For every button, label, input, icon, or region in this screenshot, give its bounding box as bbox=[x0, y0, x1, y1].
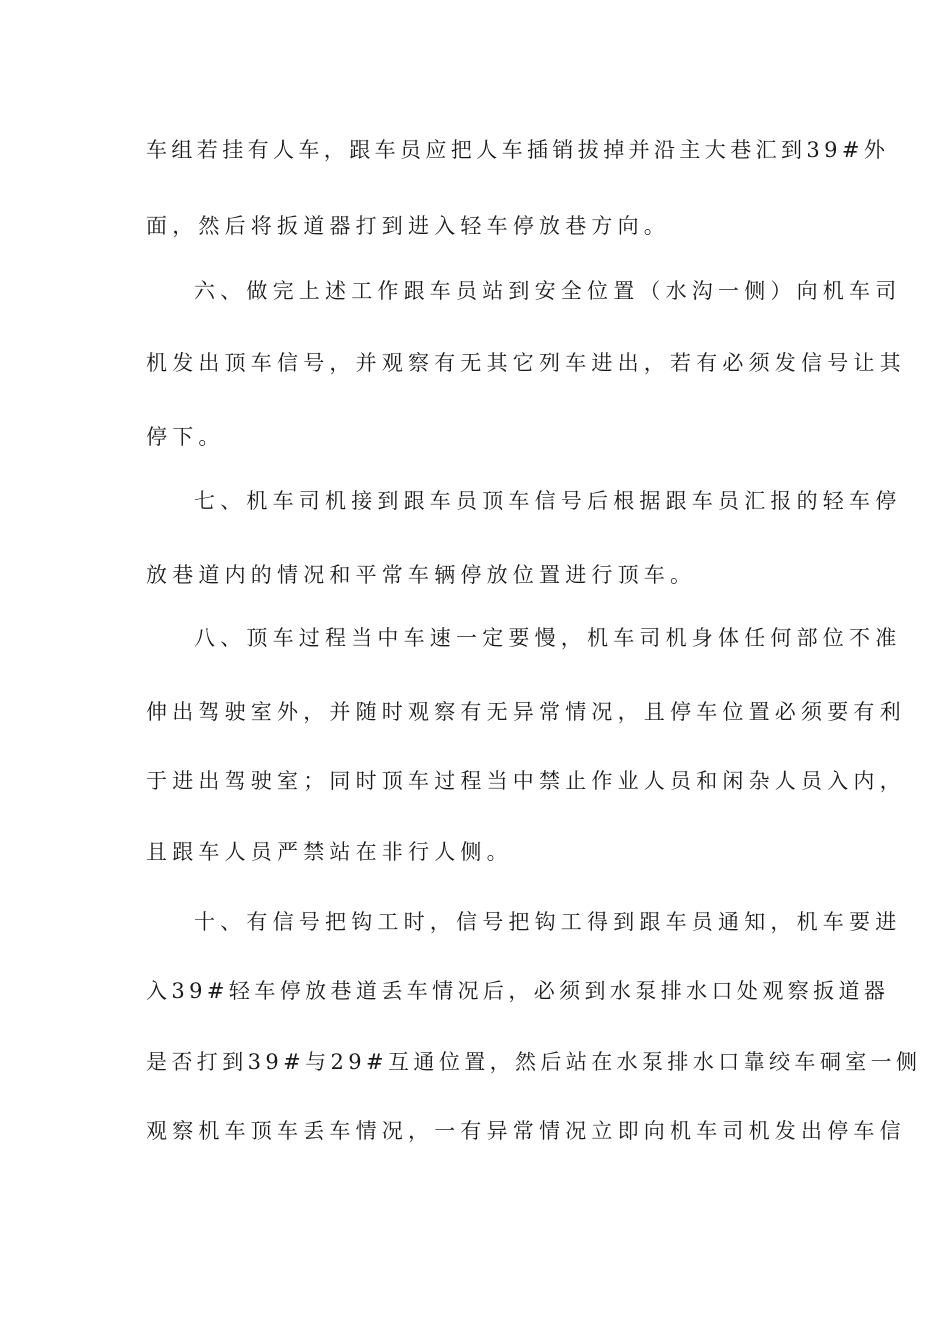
text-line-13: 入39#轻车停放巷道丢车情况后，必须到水泵排水口处观察扳道器 bbox=[146, 979, 890, 1003]
text-line-14: 是否打到39#与29#互通位置，然后站在水泵排水口靠绞车硐室一侧 bbox=[146, 1050, 922, 1074]
text-line-12: 十、有信号把钩工时，信号把钩工得到跟车员通知，机车要进 bbox=[194, 910, 902, 934]
text-line-3: 六、做完上述工作跟车员站到安全位置（水沟一侧）向机车司 bbox=[194, 279, 902, 303]
text-line-7: 放巷道内的情况和平常车辆停放位置进行顶车。 bbox=[146, 563, 697, 587]
text-line-9: 伸出驾驶室外，并随时观察有无异常情况，且停车位置必须要有利 bbox=[146, 700, 906, 724]
text-line-1: 车组若挂有人车，跟车员应把人车插销拔掉并沿主大巷汇到39#外 bbox=[146, 138, 890, 162]
text-line-10: 于进出驾驶室；同时顶车过程当中禁止作业人员和闲杂人员入内， bbox=[146, 769, 906, 793]
text-line-4: 机发出顶车信号，并观察有无其它列车进出，若有必须发信号让其 bbox=[146, 351, 906, 375]
text-line-11: 且跟车人员严禁站在非行人侧。 bbox=[146, 840, 513, 864]
text-line-6: 七、机车司机接到跟车员顶车信号后根据跟车员汇报的轻车停 bbox=[194, 489, 902, 513]
text-line-2: 面，然后将扳道器打到进入轻车停放巷方向。 bbox=[146, 214, 670, 238]
text-line-15: 观察机车顶车丢车情况，一有异常情况立即向机车司机发出停车信 bbox=[146, 1119, 906, 1143]
text-line-8: 八、顶车过程当中车速一定要慢，机车司机身体任何部位不准 bbox=[194, 626, 902, 650]
text-line-5: 停下。 bbox=[146, 425, 225, 449]
